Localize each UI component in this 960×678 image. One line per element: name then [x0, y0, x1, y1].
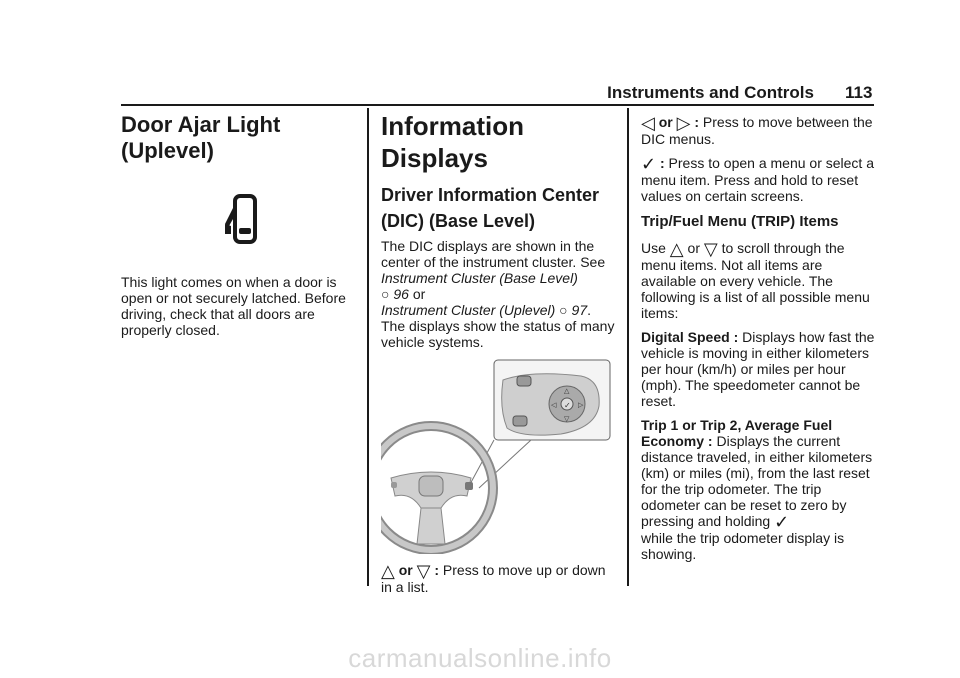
ref-period: . — [587, 302, 591, 318]
use-continue: menu items. Not all items are available on every vehicle. The following is a list of all possible menu items: — [641, 257, 870, 321]
check-icon: ✓ — [641, 154, 657, 174]
leftright-description — [641, 114, 875, 147]
trip-hold-text: zero by pressing and holding — [641, 497, 847, 529]
use-or: or — [687, 240, 700, 256]
digital-speed-text: Displays how fast the vehicle is moving in either kilometers per hour (km/h) or miles per hour (mph). The speedometer cannot be reset. — [641, 329, 875, 409]
section-title: Instruments and Controls — [607, 83, 814, 102]
column-divider-1 — [367, 108, 369, 586]
link-cluster-base[interactable]: Instrument Cluster (Base Level) — [381, 270, 578, 286]
updown-text: Press to move up or down in a list. — [381, 562, 606, 595]
or-text: or — [412, 286, 426, 302]
right-arrow-icon: ▷ — [676, 113, 691, 133]
dic-intro — [381, 238, 615, 350]
ref-page-96[interactable]: 96 — [393, 286, 409, 302]
watermark: carmanualsonline.info — [348, 643, 612, 673]
updown-colon: : — [434, 562, 440, 578]
trip-label: Trip 1 or Trip 2, Average Fuel Economy : — [641, 417, 833, 449]
page-number: 113 — [845, 83, 873, 102]
leftright-or: or — [658, 114, 673, 130]
dic-status-text: The displays show the status of many vehicle systems. — [381, 318, 615, 350]
trip-end-text-1: while the trip odometer display is — [641, 530, 845, 546]
left-arrow-icon: ◁ — [641, 113, 655, 133]
page-ref-icon: ○ — [381, 286, 390, 302]
use-description — [641, 240, 875, 321]
right-column — [641, 108, 875, 570]
down-arrow-icon: ▽ — [703, 239, 718, 259]
link-cluster-uplevel[interactable]: Instrument Cluster (Uplevel) — [381, 302, 556, 318]
trip-item — [641, 417, 875, 562]
column-divider-2 — [627, 108, 629, 586]
use-prefix: Use — [641, 240, 666, 256]
digital-speed-label: Digital Speed : — [641, 329, 739, 345]
svg-text:△: △ — [564, 387, 570, 395]
trip-text: Displays the current distance traveled, in either kilometers (km) or miles (mi), from the last reset for the trip odometer. The trip odometer can be reset to — [641, 433, 873, 513]
down-arrow-icon: ▽ — [416, 561, 431, 581]
information-displays-heading: Information Displays — [381, 111, 524, 173]
leftright-colon: : — [694, 114, 700, 130]
updown-or: or — [398, 562, 413, 578]
door-ajar-icon — [223, 190, 263, 250]
up-arrow-icon: △ — [669, 239, 684, 259]
svg-text:◁: ◁ — [551, 401, 557, 409]
check-icon: ✓ — [774, 512, 790, 532]
door-ajar-body: This light comes on when a door is open or not securely latched. Before driving, check that all doors are properly closed. — [121, 274, 346, 338]
header-rule — [121, 104, 874, 106]
ref-page-97[interactable]: 97 — [571, 302, 588, 318]
svg-text:▽: ▽ — [564, 415, 570, 423]
up-arrow-icon: △ — [381, 561, 395, 581]
svg-text:▷: ▷ — [578, 401, 584, 409]
door-ajar-heading: Door Ajar Light (Uplevel) — [121, 112, 281, 163]
digital-speed-item — [641, 329, 875, 409]
trip-end-text-2: showing. — [641, 546, 697, 562]
trip-fuel-heading: Trip/Fuel Menu (TRIP) Items — [641, 213, 839, 230]
dic-heading: Driver Information Center (DIC) (Base Level) — [381, 185, 600, 231]
steering-wheel-controls-illustration — [381, 358, 615, 554]
page-ref-icon: ○ — [559, 302, 568, 318]
check-colon: : — [659, 155, 665, 171]
middle-column — [381, 108, 615, 603]
updown-description — [381, 562, 615, 595]
left-column — [121, 108, 357, 346]
check-text: Press to open a menu or select a menu item. Press and hold to reset values on certain screens. — [641, 155, 874, 204]
svg-text:✓: ✓ — [564, 401, 571, 410]
leftright-text: Press to move between the DIC menus. — [641, 114, 873, 147]
use-suffix: to scroll through the — [721, 240, 845, 256]
check-description — [641, 155, 875, 204]
dic-intro-text: The DIC displays are shown in the center of the instrument cluster. See — [381, 238, 606, 270]
